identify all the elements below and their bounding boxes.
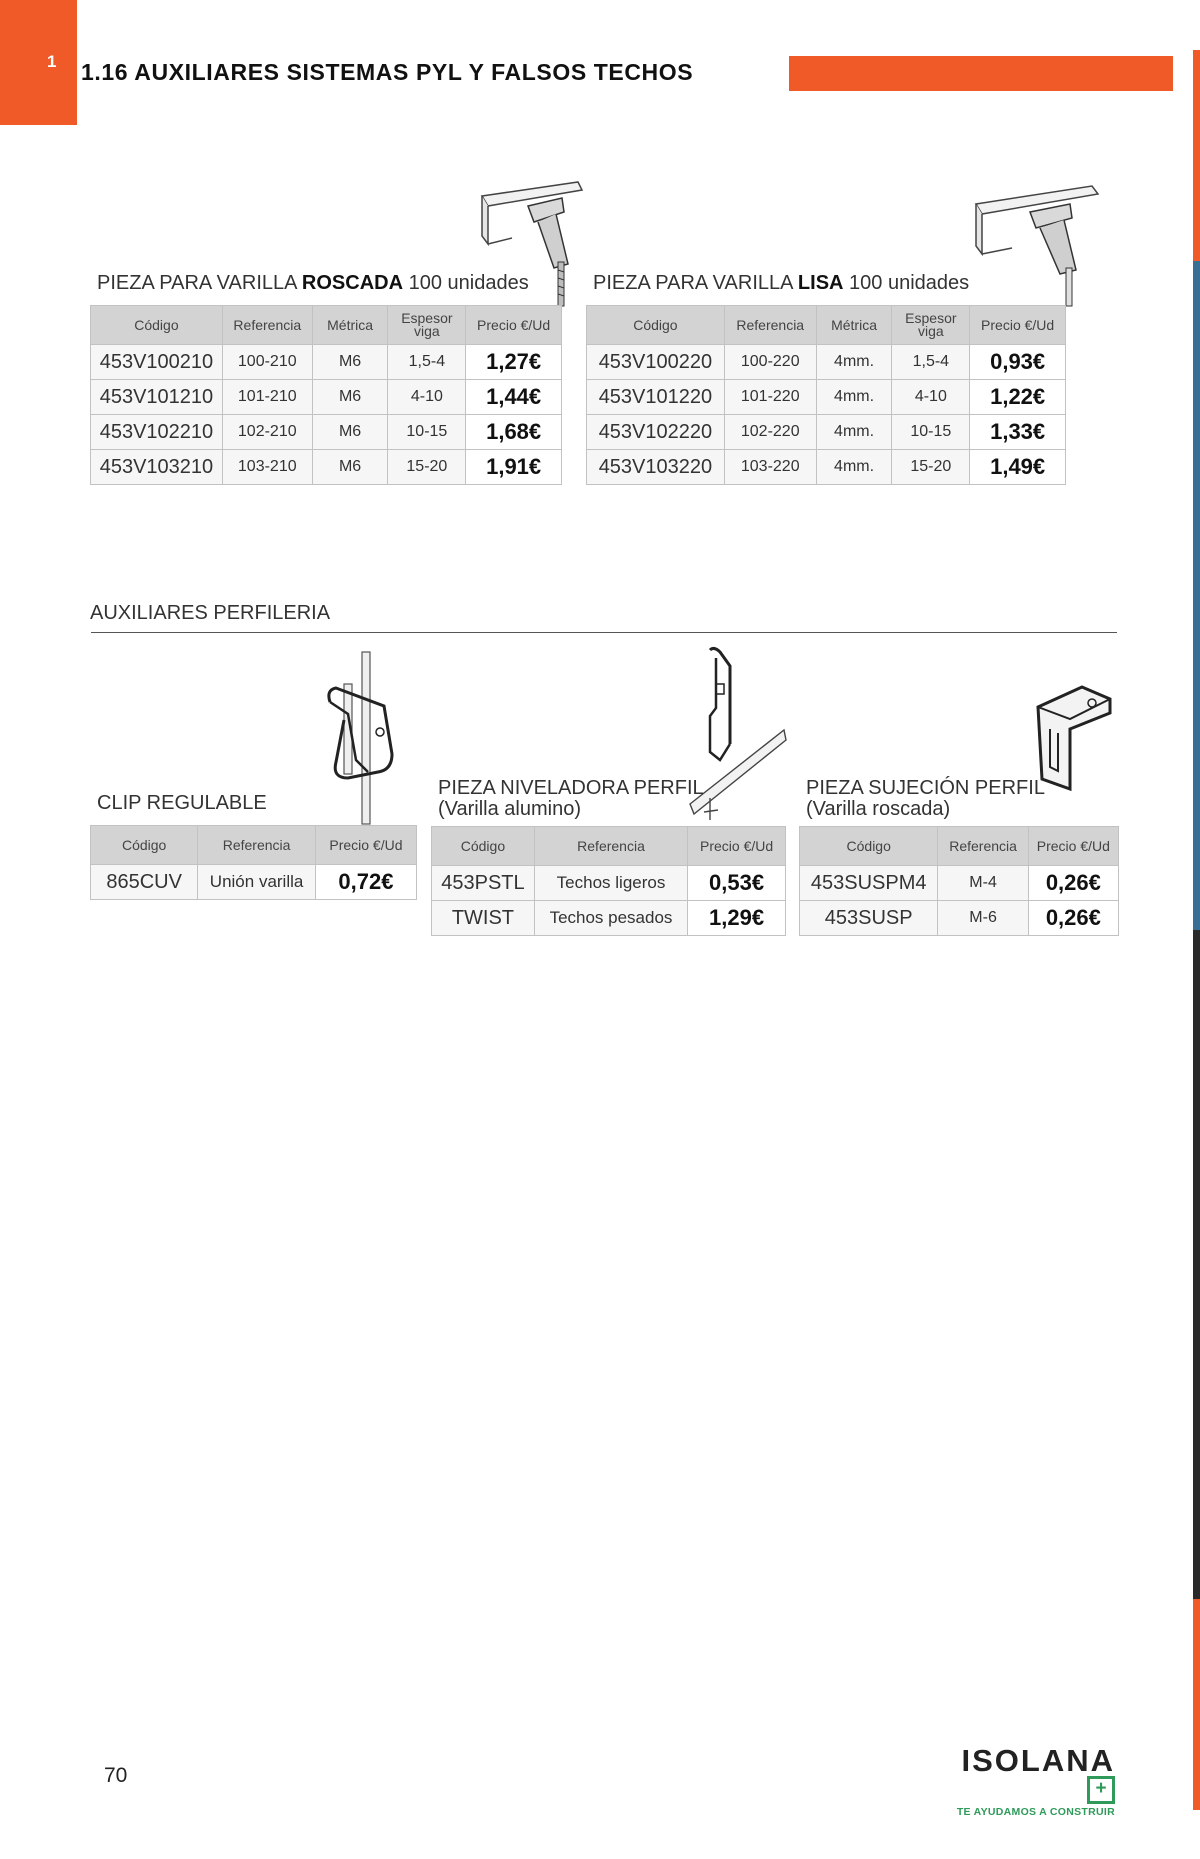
product-code: 453V100220 [587, 345, 725, 380]
product-price: 1,27€ [466, 345, 562, 380]
column-header: Precio €/Ud [688, 827, 786, 866]
column-header: Código [432, 827, 535, 866]
product-metric: M6 [312, 450, 388, 485]
table-header-row [587, 306, 1066, 345]
column-header: Referencia [534, 827, 687, 866]
column-header: Código [587, 306, 725, 345]
product-metric: M6 [312, 380, 388, 415]
product-reference: 103-210 [222, 450, 312, 485]
page-number: 70 [104, 1764, 128, 1787]
table-row [587, 450, 1066, 485]
lisa-piece-illustration [972, 182, 1104, 308]
column-header: Métrica [816, 306, 892, 345]
brand-logo [940, 1743, 1115, 1818]
product-price: 1,22€ [970, 380, 1066, 415]
product-reference: M-6 [938, 901, 1028, 936]
lisa-title: PIEZA PARA VARILLA LISA 100 unidades [593, 272, 970, 294]
table-header-row [91, 826, 417, 865]
table-header-row [432, 827, 786, 866]
column-header: Código [91, 826, 198, 865]
roscada-price-table [90, 305, 562, 485]
product-code: 453V101220 [587, 380, 725, 415]
product-price: 0,26€ [1028, 901, 1118, 936]
product-thickness: 4-10 [388, 380, 466, 415]
column-header: Métrica [312, 306, 388, 345]
chapter-number: 1 [47, 52, 57, 71]
product-price: 0,26€ [1028, 866, 1118, 901]
product-reference: 101-210 [222, 380, 312, 415]
product-metric: 4mm. [816, 450, 892, 485]
product-price: 1,33€ [970, 415, 1066, 450]
product-metric: 4mm. [816, 380, 892, 415]
column-header: Código [91, 306, 223, 345]
column-header: Referencia [938, 827, 1028, 866]
column-header: Espesor viga [388, 306, 466, 345]
product-price: 0,72€ [315, 865, 416, 900]
edge-color-strip [1193, 50, 1200, 1810]
product-thickness: 10-15 [388, 415, 466, 450]
product-reference: 100-210 [222, 345, 312, 380]
product-price: 1,68€ [466, 415, 562, 450]
table-row [587, 380, 1066, 415]
table-row [91, 450, 562, 485]
niveladora-title: PIEZA NIVELADORA PERFIL (Varilla alumino) [438, 777, 704, 820]
product-code: 453SUSP [800, 901, 938, 936]
product-price: 1,91€ [466, 450, 562, 485]
column-header: Precio €/Ud [315, 826, 416, 865]
table-row [800, 866, 1119, 901]
product-metric: M6 [312, 415, 388, 450]
table-row [800, 901, 1119, 936]
product-thickness: 4-10 [892, 380, 970, 415]
product-thickness: 1,5-4 [388, 345, 466, 380]
table-row [587, 415, 1066, 450]
sujecion-price-table [799, 826, 1119, 936]
product-code: 453SUSPM4 [800, 866, 938, 901]
logo-tagline: TE AYUDAMOS A CONSTRUIR [956, 1806, 1115, 1818]
product-reference: Techos ligeros [534, 866, 687, 901]
table-header-row [800, 827, 1119, 866]
product-metric: M6 [312, 345, 388, 380]
product-reference: M-4 [938, 866, 1028, 901]
clip-title: CLIP REGULABLE [97, 792, 267, 814]
table-row [91, 380, 562, 415]
roscada-title: PIEZA PARA VARILLA ROSCADA 100 unidades [97, 272, 529, 294]
column-header: Precio €/Ud [1028, 827, 1118, 866]
product-code: 453V100210 [91, 345, 223, 380]
product-price: 1,49€ [970, 450, 1066, 485]
product-reference: 103-220 [724, 450, 816, 485]
table-row [587, 345, 1066, 380]
perfileria-title: AUXILIARES PERFILERIA [90, 602, 331, 624]
sujecion-title: PIEZA SUJECIÓN PERFIL (Varilla roscada) [806, 777, 1045, 820]
product-reference: 102-210 [222, 415, 312, 450]
logo-wordmark: ISOLANA [961, 1743, 1115, 1778]
lisa-price-table [586, 305, 1066, 485]
column-header: Referencia [198, 826, 316, 865]
column-header: Código [800, 827, 938, 866]
product-price: 0,93€ [970, 345, 1066, 380]
title-accent-bar [789, 56, 1173, 91]
plus-icon: + [1087, 1776, 1115, 1804]
product-reference: 100-220 [724, 345, 816, 380]
column-header: Precio €/Ud [970, 306, 1066, 345]
clip-illustration [322, 650, 398, 826]
column-header: Espesor viga [892, 306, 970, 345]
table-row [91, 415, 562, 450]
clip-price-table [90, 825, 417, 900]
table-header-row [91, 306, 562, 345]
product-code: 453V102210 [91, 415, 223, 450]
column-header: Referencia [724, 306, 816, 345]
section-divider [91, 632, 1117, 633]
product-code: 453V101210 [91, 380, 223, 415]
column-header: Referencia [222, 306, 312, 345]
product-thickness: 10-15 [892, 415, 970, 450]
table-row [91, 865, 417, 900]
niveladora-price-table [431, 826, 786, 936]
product-reference: 102-220 [724, 415, 816, 450]
product-code: 453V102220 [587, 415, 725, 450]
product-reference: Techos pesados [534, 901, 687, 936]
product-thickness: 15-20 [892, 450, 970, 485]
chapter-tab [0, 0, 77, 125]
product-reference: Unión varilla [198, 865, 316, 900]
product-code: 453PSTL [432, 866, 535, 901]
product-code: 453V103210 [91, 450, 223, 485]
product-metric: 4mm. [816, 415, 892, 450]
product-price: 0,53€ [688, 866, 786, 901]
table-row [91, 345, 562, 380]
section-title: 1.16 AUXILIARES SISTEMAS PYL Y FALSOS TECHOS [81, 59, 694, 85]
product-thickness: 15-20 [388, 450, 466, 485]
product-reference: 101-220 [724, 380, 816, 415]
column-header: Precio €/Ud [466, 306, 562, 345]
product-price: 1,44€ [466, 380, 562, 415]
product-code: 865CUV [91, 865, 198, 900]
table-row [432, 866, 786, 901]
product-price: 1,29€ [688, 901, 786, 936]
product-metric: 4mm. [816, 345, 892, 380]
product-code: 453V103220 [587, 450, 725, 485]
product-code: TWIST [432, 901, 535, 936]
table-row [432, 901, 786, 936]
product-thickness: 1,5-4 [892, 345, 970, 380]
